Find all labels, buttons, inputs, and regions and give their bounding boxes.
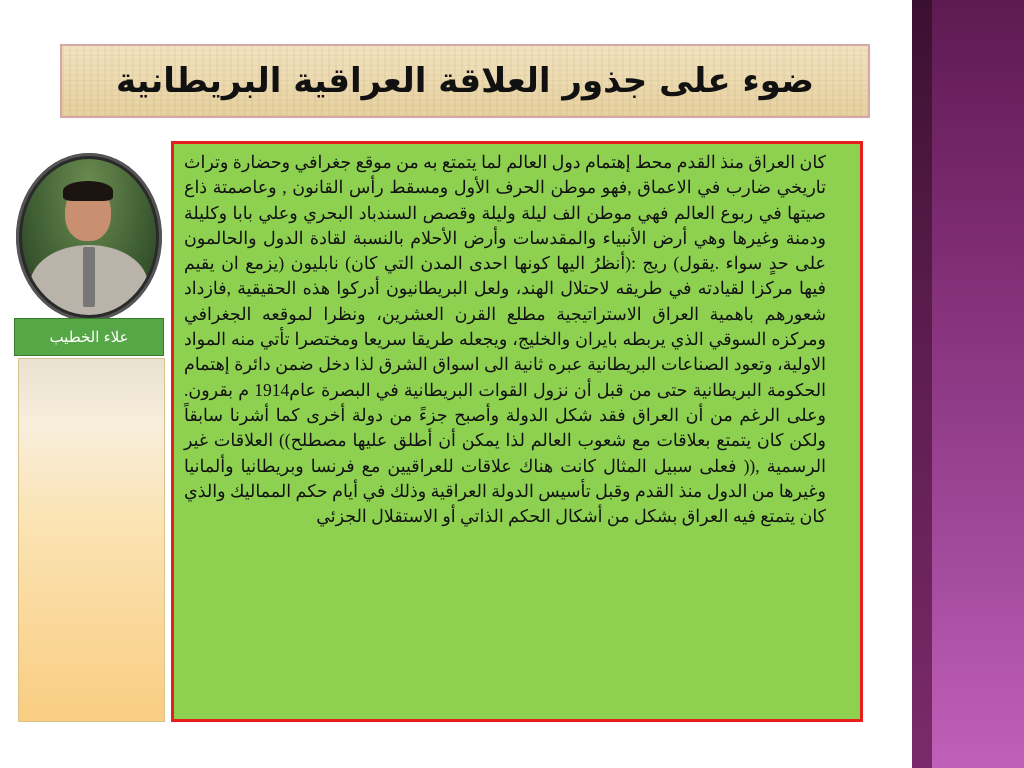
side-stripe-dark xyxy=(912,0,932,768)
photo-hair xyxy=(63,181,113,201)
author-name: علاء الخطيب xyxy=(49,329,129,346)
side-stripe xyxy=(932,0,1024,768)
author-name-box xyxy=(14,318,164,356)
author-photo xyxy=(22,159,156,315)
article-body-box xyxy=(171,141,863,722)
side-decorative-card xyxy=(18,358,165,722)
article-body-text: كان العراق منذ القدم محط إهتمام دول العالم لما يتمتع به من موقع جغرافي وحضارة وتراث تاريخي ضارب في الاعماق ,فهو موطن الحرف الأول ومسقط رأس القانون , وعاصمتة ذاع صيتها في ربوع العالم فهي موطن الف ليلة وليلة وقصص السندباد البحري وعلي بابا وكليلة ودمنة وغيرها وهي أرض الأنبياء والمقدسات وأرض الأحلام بالنسبة لقادة الدول والحالمون على حدٍ سواء .يقول) ريج :(أنظرُ اليها كونها احدى المدن التي كان) نابليون (يزمع ان يقيم فيها مركزا لقيادته في طريقه لاحتلال الهند، ولعل البريطانيون أدركوا هذه الحقيقية ,فازداد شعورهم باهمية العراق الاستراتيجية مطلع القرن العشرين، ونظرا لموقعه الجغرافي ومركزه السوقي الذي يربطه بايران والخليج، ويجعله طريقا سريعا ومختصرا تأتي منه المواد الاولية، وتعود الصناعات البريطانية عبره ثانية الى اسواق الشرق لذا دخل ضمن دائرة إهتمام الحكومة البريطانية حتى من قبل أن نزول القوات البريطانية في البصرة عام1914 م بقرون. وعلى الرغم من أن العراق فقد شكل الدولة وأصبح جزءً من دولة أخرى كما أشرنا سابقاً ولكن كان يتمتع بعلاقات مع شعوب العالم لذا يمكن أن أطلق عليها مصطلح)) العلاقات غير الرسمية ,(( فعلى سبيل المثال كانت هناك علاقات للعراقيين مع فرنسا وبريطانيا وألمانيا وغيرها من الدول منذ القدم وقبل تأسيس الدولة العراقية وذلك في أيام حكم المماليك والذي كان يتمتع فيه العراق بشكل من أشكال الحكم الذاتي أو الاستقلال الجزئي xyxy=(184,152,826,527)
title-banner xyxy=(60,44,870,118)
photo-tie xyxy=(83,247,95,307)
page-title: ضوء على جذور العلاقة العراقية البريطانية xyxy=(116,61,814,101)
author-photo-frame xyxy=(16,153,162,321)
